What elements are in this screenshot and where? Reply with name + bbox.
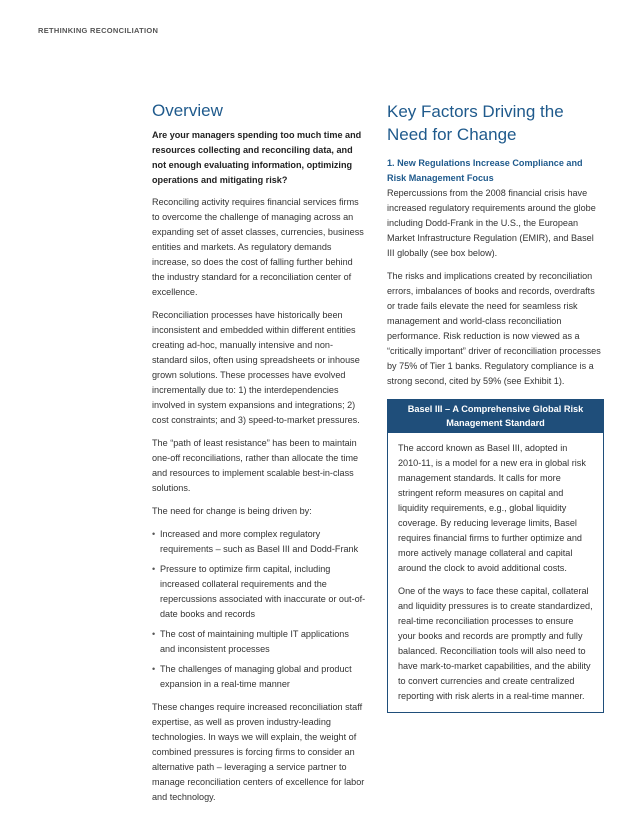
basel-box-paragraph: The accord known as Basel III, adopted in 2010-11, is a model for a new era in global risk management standards. It calls for more stringent reform measures on capital and liquidity requirements, e.g., global liquidity coverage. By reducing leverage limits, Basel requires financial firms to further optimize and more actively manage collateral and capital around the clock to avoid additional costs. <box>398 443 586 573</box>
bullet-item: • Increased and more complex regulatory requirements – such as Basel III and Dodd-Frank <box>152 527 366 557</box>
basel-box-title: Basel III – A Comprehensive Global Risk Management Standard <box>388 400 603 433</box>
overview-column <box>152 100 366 813</box>
overview-paragraph: The need for change is being driven by: <box>152 506 312 516</box>
overview-paragraph: Reconciliation processes have historically been inconsistent and embedded within different entities creating ad-hoc, manually intensive and non-standard silos, often using spreadsheets or inhouse grown solutions. These processes have evolved incrementally due to: 1) the interdependencies involved in system expansions and integrations; 2) cost constraints; and 3) speed-to-market pressures. <box>152 310 360 425</box>
key-factors-column <box>387 100 602 713</box>
bullet-item: • The challenges of managing global and product expansion in a real-time manner <box>152 662 366 692</box>
key-factors-subheading: 1. New Regulations Increase Compliance and Risk Management Focus <box>387 158 583 183</box>
key-factors-paragraph: The risks and implications created by reconciliation errors, imbalances of books and records, overdrafts or trade fails elevate the need for seamless risk management and world-class reconciliation performance. Risk reduction is now viewed as a “critically important” driver of reconciliation processes by 75% of Tier 1 banks. Regulatory compliance is a strong second, cited by 59% (see Exhibit 1). <box>387 271 601 386</box>
basel-box-paragraph: One of the ways to face these capital, collateral and liquidity pressures is to create standardized, real-time reconciliation processes to ensure your books and records are promptly and fully balanced. Reconciliation tools will also need to have mark-to-market capabilities, and the ability to convert currencies and create centralized reporting with risk alerts in a real-time manner. <box>398 586 593 701</box>
overview-lead-question: Are your managers spending too much time and resources collecting and reconciling data, and not enough evaluating information, optimizing operations and mitigating risk? <box>152 130 362 185</box>
key-factors-heading: Key Factors Driving the Need for Change <box>387 102 564 144</box>
drivers-bullet-list <box>152 527 366 692</box>
bullet-item: • The cost of maintaining multiple IT applications and inconsistent processes <box>152 627 366 657</box>
basel-box-body <box>388 433 603 712</box>
overview-paragraph: Reconciling activity requires financial services firms to overcome the challenge of managing across an expanding set of asset classes, currencies, business entities and markets. As regulatory demands increase, so does the cost of falling further behind the industry standard for a reconciliation center of excellence. <box>152 197 364 297</box>
basel-iii-sidebar-box <box>387 399 604 713</box>
overview-heading: Overview <box>152 101 223 120</box>
running-header: RETHINKING RECONCILIATION <box>38 26 159 35</box>
overview-closing-paragraph: These changes require increased reconciliation staff expertise, as well as proven industry-leading technologies. In ways we will explain, the weight of combined pressures is forcing firms to consider an alternative path – leveraging a service partner to manage reconciliation centers of excellence for labor and technology. <box>152 702 365 802</box>
key-factors-paragraph: Repercussions from the 2008 financial crisis have increased regulatory requirements around the globe including Dodd-Frank in the U.S., the European Market Infrastructure Regulation (EMIR), and Basel III globally (see box below). <box>387 188 596 258</box>
bullet-item: • Pressure to optimize firm capital, including increased collateral requirements and the repercussions associated with inaccurate or out-of-date books and records <box>152 562 366 622</box>
overview-paragraph: The “path of least resistance” has been to maintain one-off reconciliations, rather than allocate the time and resources to implement scalable best-in-class solutions. <box>152 438 359 493</box>
